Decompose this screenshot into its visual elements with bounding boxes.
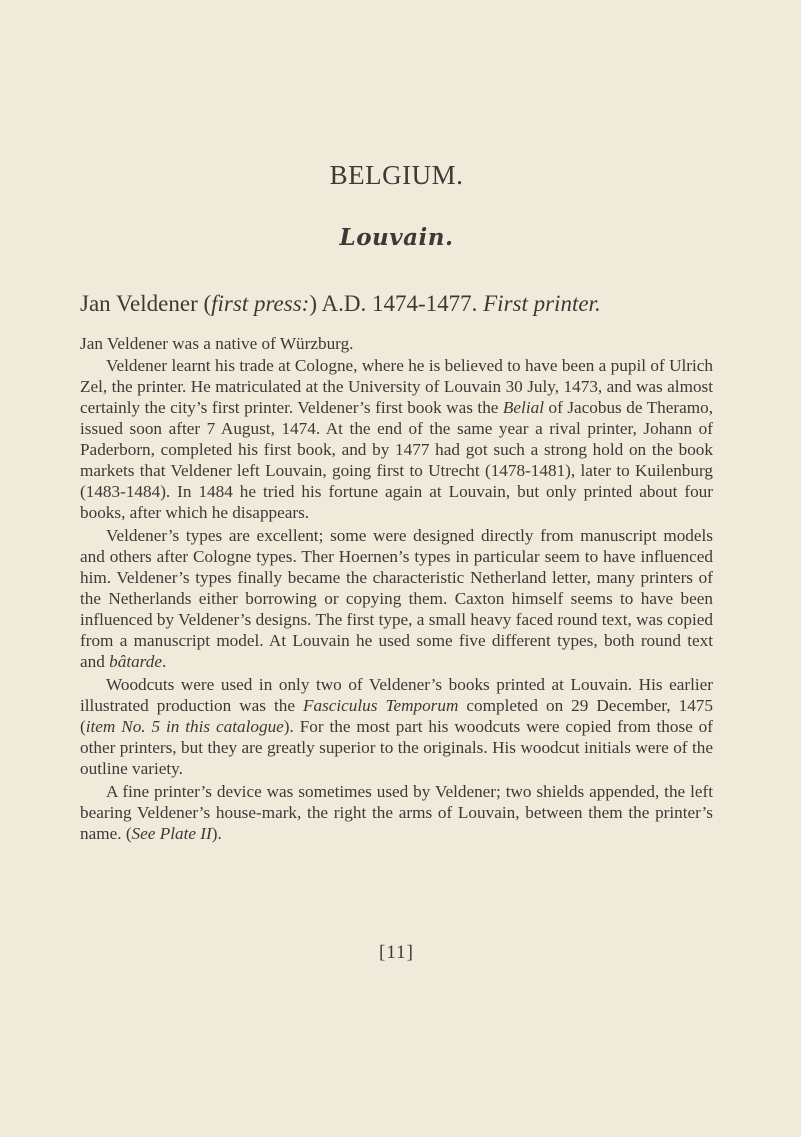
book-page: [80, 0, 713, 1137]
catalogue-reference: item No. 5 in this catalogue: [85, 717, 284, 736]
paragraph-1: Jan Veldener was a native of Würzburg.: [80, 334, 354, 353]
book-title-fasciculus: Fasciculus Temporum: [302, 696, 459, 715]
paragraph-2: [80, 355, 713, 523]
paragraph-3: [80, 525, 713, 672]
page-number: [11]: [379, 942, 414, 963]
printer-name: Jan Veldener (: [80, 291, 212, 316]
city-subheading: Louvain.: [339, 224, 454, 251]
paragraph-4-text-b: completed on 29 December, 1475 (: [80, 696, 713, 736]
type-name-batarde: bâtarde: [109, 652, 162, 671]
paragraph-4: [80, 674, 713, 779]
paragraph-5-text-b: ).: [211, 824, 222, 843]
paragraph-2-text-a: Veldener learnt his trade at Cologne, where he is believed to have been a pupil of Ulrich Zel, the printer. He matriculated at the University of Louvain 30 July, 1473, and was almost certainly the city’s first printer. Veldener’s first book was the: [80, 356, 713, 417]
paragraph-3-text-a: Veldener’s types are excellent; some were designed directly from manuscript models and others after Cologne types. Ther Hoernen’s types in particular seem to have influenced him. Veldener’s types finally became the characteristic Netherland letter, many printers of the Netherlands either borrowing or copying them. Caxton himself seems to have been influenced by Veldener’s designs. The first type, a small heavy faced round text, was copied from a manuscript model. At Louvain he used some five different types, both round text and: [80, 526, 713, 671]
printer-role: First printer.: [483, 291, 601, 316]
printer-line: [80, 291, 713, 317]
press-dates: ) A.D. 1474-1477.: [309, 291, 484, 316]
body-text: [80, 333, 713, 846]
paragraph-2-text-b: of Jacobus de Theramo, issued soon after 7 August, 1474. At the end of the same year a rival printer, Johann of Paderborn, completed his first book, and by 1477 had got such a strong hold on the book markets that Veldener left Louvain, going first to Utrecht (1478-1481), later to Kuilenburg (1483-1484). In 1484 he tried his fortune again at Louvain, but only printed about four books, after which he disappears.: [80, 398, 713, 522]
plate-reference: See Plate II: [131, 824, 212, 843]
paragraph-5-text-a: A fine printer’s device was sometimes used by Veldener; two shields appended, the left bearing Veldener’s house-mark, the right the arms of Louvain, between them the printer’s name. (: [80, 782, 713, 843]
paragraph-3-text-b: .: [161, 652, 167, 671]
press-note: first press:: [211, 291, 310, 316]
book-title-belial: Belial: [502, 398, 544, 417]
paragraph-5: [80, 781, 713, 844]
page-heading: BELGIUM.: [329, 160, 464, 190]
paragraph-4-text-a: Woodcuts were used in only two of Veldener’s books printed at Louvain. His earlier illustrated production was the: [80, 675, 713, 715]
paragraph-4-text-c: ). For the most part his woodcuts were copied from those of other printers, but they are greatly superior to the originals. His woodcut initials were of the outline variety.: [80, 717, 713, 778]
